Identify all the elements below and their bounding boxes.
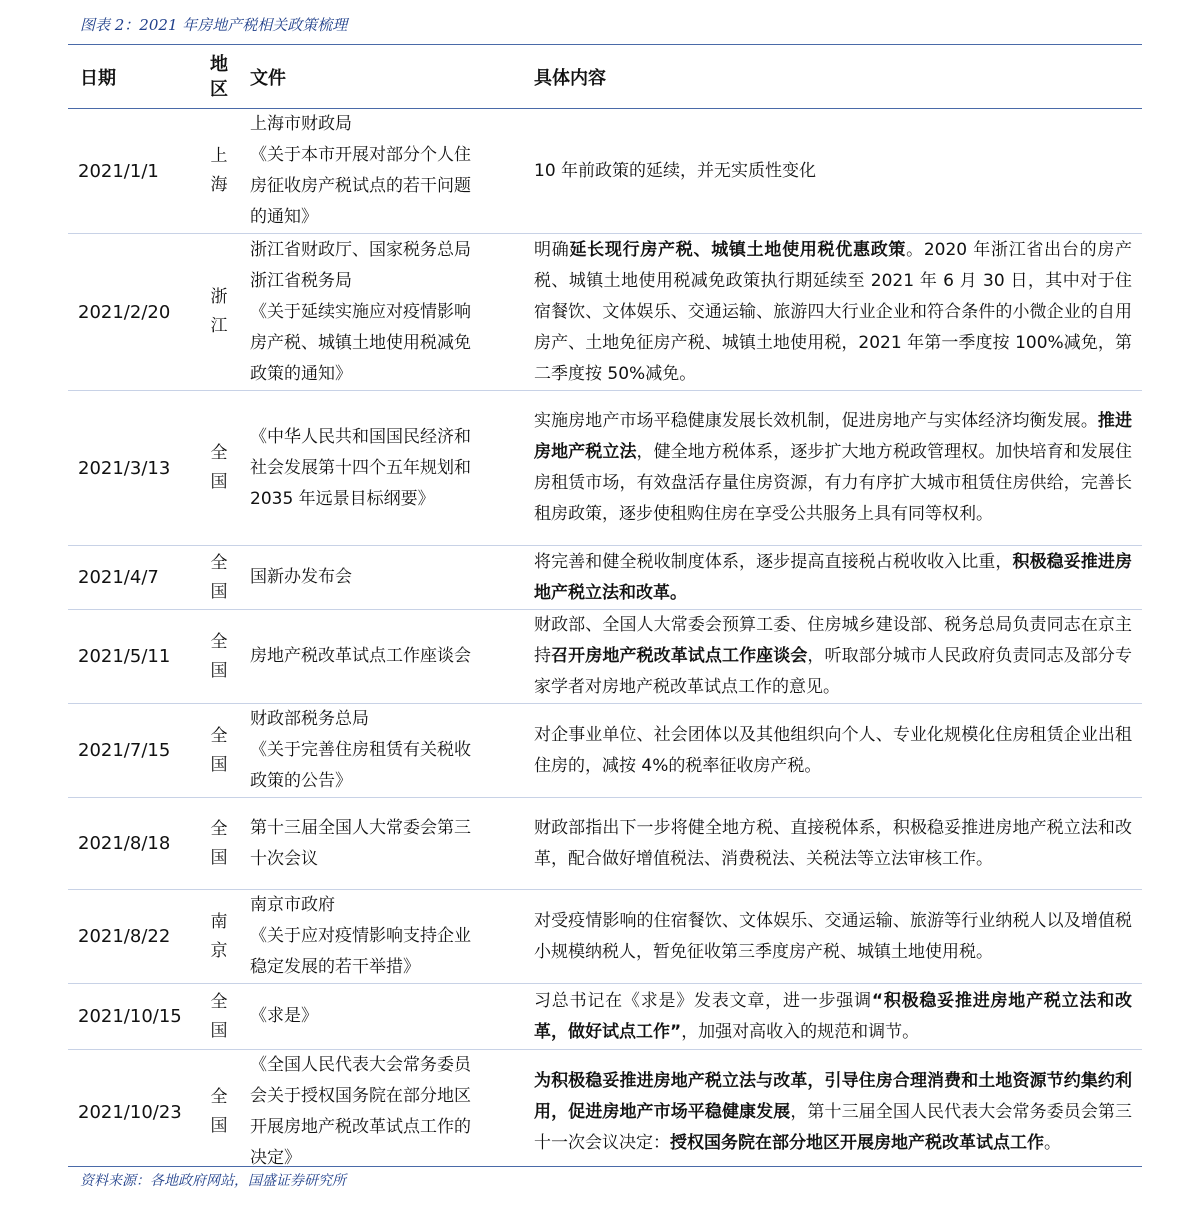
row-region xyxy=(200,890,238,984)
table-row xyxy=(68,1050,1142,1175)
row-date: 2021/10/23 xyxy=(78,1101,182,1123)
document-line: 房征收房产税试点的若干问题 xyxy=(250,176,471,196)
document-line: 稳定发展的若干举措》 xyxy=(250,957,420,977)
document-line: 《关于本市开展对部分个人住 xyxy=(250,145,471,165)
row-date: 2021/10/15 xyxy=(78,1006,182,1027)
content-emphasis: 推进房地产税立法 xyxy=(534,411,1133,462)
content-text: 财政部指出下一步将健全地方税、直接税体系，积极稳妥推进房地产税立法和改革，配合做好增值税法、消费税法、关税法等立法审核工作。 xyxy=(534,817,1132,869)
document-line: 房地产税改革试点工作座谈会 xyxy=(250,646,471,666)
table-row xyxy=(68,890,1142,984)
policy-table xyxy=(68,45,1142,1174)
row-document xyxy=(238,704,522,798)
row-region xyxy=(200,234,238,391)
region-char: 江 xyxy=(210,316,228,336)
table-row xyxy=(68,391,1142,546)
content-text: ，第十三届全国人民代表大会常务委员会第三十一次会议决定： xyxy=(534,1101,1133,1153)
document-line: 社会发展第十四个五年规划和 xyxy=(250,457,471,478)
header-row xyxy=(68,45,1142,109)
row-content xyxy=(522,890,1142,984)
row-content xyxy=(522,1050,1142,1175)
content-text: 习总书记在《求是》发表文章，进一步强调 xyxy=(534,990,872,1011)
region-char: 全 xyxy=(210,991,228,1012)
content-emphasis: 授权国务院在部分地区开展房地产税改革试点工作 xyxy=(670,1132,1044,1153)
header-document: 文件 xyxy=(238,45,522,109)
row-document xyxy=(238,109,522,234)
document-line: 决定》 xyxy=(250,1148,301,1168)
region-char: 全 xyxy=(210,631,228,652)
content-emphasis: 为积极稳妥推进房地产税立法与改革，引导住房合理消费和土地资源节约集约利用，促进房地产市场平稳健康发展 xyxy=(534,1070,1132,1122)
content-text: ，健全地方税体系，逐步扩大地方税政管理权。加快培育和发展住房租赁市场，有效盘活存量住房资源，有力有序扩大城市租赁住房供给，完善长租房政策，逐步使租购住房在享受公共服务上具有同等权利。 xyxy=(534,442,1133,524)
region-char: 海 xyxy=(210,175,228,195)
row-content xyxy=(522,391,1142,546)
content-text: ，听取部分城市人民政府负责同志及部分专家学者对房地产税改革试点工作的意见。 xyxy=(534,646,1133,697)
document-line: 十次会议 xyxy=(250,848,318,869)
document-line: 国新办发布会 xyxy=(250,567,352,587)
document-line: 财政部税务总局 xyxy=(250,709,369,729)
region-char: 全 xyxy=(210,725,228,746)
content-text: 对受疫情影响的住宿餐饮、文体娱乐、交通运输、旅游等行业纳税人以及增值税小规模纳税人，暂免征收第三季度房产税、城镇土地使用税。 xyxy=(534,910,1132,962)
content-text: 。2020 年浙江省出台的房产税、城镇土地使用税减免政策执行期延续至 2021 年 6 月 30 日，其中对于住宿餐饮、文体娱乐、交通运输、旅游四大行业企业和符合条件的小微企业的自用房产、土地免征房产税、城镇土地使用税，2021 年第一季度按 100%减免，第二季度按 50%减免。 xyxy=(534,239,1133,384)
content-text: 明确 xyxy=(534,239,570,260)
document-line: 《关于延续实施应对疫情影响 xyxy=(250,301,471,322)
document-line: 政策的公告》 xyxy=(250,771,352,791)
table-row xyxy=(68,984,1142,1050)
region-char: 国 xyxy=(210,754,228,775)
table-row xyxy=(68,234,1142,391)
region-char: 国 xyxy=(210,581,228,602)
region-char: 全 xyxy=(210,818,228,839)
row-document xyxy=(238,610,522,704)
header-date: 日期 xyxy=(68,45,200,109)
row-content xyxy=(522,109,1142,234)
row-region xyxy=(200,391,238,546)
document-line: 2035 年远景目标纲要》 xyxy=(250,488,435,509)
row-region xyxy=(200,704,238,798)
row-document xyxy=(238,984,522,1050)
region-char: 南 xyxy=(210,911,228,932)
region-char: 全 xyxy=(210,443,228,463)
header-content: 具体内容 xyxy=(522,45,1142,109)
document-line: 《关于应对疫情影响支持企业 xyxy=(250,926,471,946)
document-line: 上海市财政局 xyxy=(250,114,352,134)
document-line: 房产税、城镇土地使用税减免 xyxy=(250,332,471,353)
row-document xyxy=(238,890,522,984)
header-region-char: 地 xyxy=(210,53,228,75)
document-line: 的通知》 xyxy=(250,207,318,227)
document-line: 浙江省税务局 xyxy=(250,270,352,291)
header-region-char: 区 xyxy=(210,78,228,100)
content-text: 对企事业单位、社会团体以及其他组织向个人、专业化规模化住房租赁企业出租住房的，减按 4%的税率征收房产税。 xyxy=(534,724,1132,776)
region-char: 浙 xyxy=(210,287,228,307)
row-document xyxy=(238,391,522,546)
document-line: 政策的通知》 xyxy=(250,363,352,384)
document-line: 会关于授权国务院在部分地区 xyxy=(250,1086,471,1106)
region-char: 国 xyxy=(210,1020,228,1041)
row-date: 2021/5/11 xyxy=(78,646,171,667)
row-content xyxy=(522,546,1142,610)
document-line: 《中华人民共和国国民经济和 xyxy=(250,426,471,447)
region-char: 国 xyxy=(210,847,228,868)
content-text: 将完善和健全税收制度体系，逐步提高直接税占税收收入比重， xyxy=(534,551,1013,572)
table-body xyxy=(68,109,1142,1175)
content-emphasis: 延长现行房产税、城镇土地使用税优惠政策 xyxy=(569,239,907,260)
row-date: 2021/8/18 xyxy=(78,833,171,854)
table-row xyxy=(68,546,1142,610)
row-region xyxy=(200,610,238,704)
content-emphasis: 积极稳妥推进房地产税立法和改革。 xyxy=(534,551,1133,603)
table-row xyxy=(68,704,1142,798)
content-text: 10 年前政策的延续，并无实质性变化 xyxy=(534,160,817,181)
region-char: 上 xyxy=(210,146,228,166)
table-row xyxy=(68,798,1142,890)
document-line: 开展房地产税改革试点工作的 xyxy=(250,1117,471,1137)
content-text: ，加强对高收入的规范和调节。 xyxy=(681,1021,920,1042)
row-region xyxy=(200,546,238,610)
document-line: 《全国人民代表大会常务委员 xyxy=(250,1055,471,1075)
row-date: 2021/1/1 xyxy=(78,160,159,182)
header-region xyxy=(200,45,238,109)
row-document xyxy=(238,234,522,391)
row-date: 2021/8/22 xyxy=(78,926,171,947)
row-date: 2021/3/13 xyxy=(78,457,171,479)
document-line: 浙江省财政厅、国家税务总局 xyxy=(250,239,471,260)
row-region xyxy=(200,984,238,1050)
region-char: 全 xyxy=(210,552,228,573)
row-region xyxy=(200,1050,238,1175)
row-date: 2021/7/15 xyxy=(78,740,171,761)
row-content xyxy=(522,610,1142,704)
content-text: 实施房地产市场平稳健康发展长效机制，促进房地产与实体经济均衡发展。 xyxy=(534,411,1098,431)
document-line: 南京市政府 xyxy=(250,895,335,915)
document-line: 《求是》 xyxy=(250,1006,318,1026)
region-char: 国 xyxy=(210,472,228,492)
row-content xyxy=(522,234,1142,391)
region-char: 全 xyxy=(210,1087,228,1107)
table-row xyxy=(68,610,1142,704)
row-region xyxy=(200,798,238,890)
table-row xyxy=(68,109,1142,234)
row-date: 2021/4/7 xyxy=(78,567,159,588)
row-document xyxy=(238,1050,522,1175)
region-char: 国 xyxy=(210,1116,228,1136)
document-line: 《关于完善住房租赁有关税收 xyxy=(250,740,471,760)
row-content xyxy=(522,798,1142,890)
source-note: 资料来源：各地政府网站，国盛证券研究所 xyxy=(80,1173,346,1189)
region-char: 国 xyxy=(210,660,228,681)
content-emphasis: “积极稳妥推进房地产税立法和改革，做好试点工作” xyxy=(534,990,1132,1042)
content-text: 财政部、全国人大常委会预算工委、住房城乡建设部、税务总局负责同志在京主持 xyxy=(534,615,1132,666)
content-emphasis: 召开房地产税改革试点工作座谈会 xyxy=(551,646,808,666)
row-document xyxy=(238,546,522,610)
row-date: 2021/2/20 xyxy=(78,301,171,323)
content-text: 。 xyxy=(1044,1132,1061,1153)
region-char: 京 xyxy=(210,940,228,961)
row-content xyxy=(522,984,1142,1050)
row-content xyxy=(522,704,1142,798)
row-region xyxy=(200,109,238,234)
document-line: 第十三届全国人大常委会第三 xyxy=(250,817,471,838)
row-document xyxy=(238,798,522,890)
figure-caption: 图表 2：2021 年房地产税相关政策梳理 xyxy=(80,16,348,34)
bottom-rule xyxy=(68,1166,1142,1167)
